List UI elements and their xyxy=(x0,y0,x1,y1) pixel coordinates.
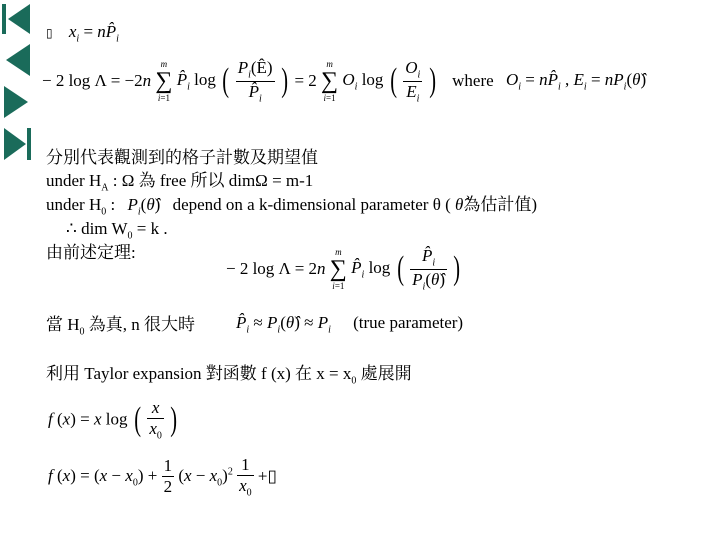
formula-likelihood-ratio: − 2 log Λ = −2n m ∑ i=1 $P̂_i$ log ( $\frac{P_i(Ê)}{P̂_i}$ ) = 2 m ∑ i=1 $O_i$ log ( $\frac{O_i}{E_i}$ ) where $O_i$ = $nP̂_i$ , $E_i$ = $nP_i(\thetâ)$ xyxy=(42,58,647,104)
formula-xi: ▯ $x_i$ = $nP̂_i$ xyxy=(46,22,119,45)
formula-approx: $P̂_i$ ≈ $P_i(\thetâ) \approx P_i$ (true parameter) xyxy=(236,313,464,336)
formula-taylor-expansion: f $(x) = (x - x_0)$ + $\frac{1}{2}$ $(x - x_0)^2$ $\frac{1}{x_0}$ +▯ xyxy=(48,455,277,499)
text-when-h0-true: 當 $H_0$ 為真, n 很大時 xyxy=(46,315,196,338)
text-observed-expected: 分別代表觀測到的格子計數及期望值 xyxy=(46,148,318,167)
text-by-theorem: 由前述定理: xyxy=(46,243,136,262)
previous-slide-icon[interactable] xyxy=(6,44,30,76)
text-under-ha: under $H_A$ : Ω 為 free 所以 dimΩ = m-1 xyxy=(46,171,314,194)
text-dim-w0: ∴ dim $W_0 = k$ . xyxy=(66,219,168,242)
true-parameter-label: (true parameter) xyxy=(353,313,464,332)
text-taylor: 利用 Taylor expansion 對函數 f (x) 在 $x = x_0$ 處展開 xyxy=(46,364,412,387)
text-under-h0: under $H_0$ : $P_i(\thetâ)$ depend on a k-dimensional parameter θ ( θ̂為估計值) xyxy=(46,195,538,218)
last-slide-icon[interactable] xyxy=(4,128,31,160)
formula-theorem: − 2 log Λ = 2n m ∑ i=1 $P̂_i$ log ( $\frac{P̂_i}{P_i(\thetâ)}$ ) xyxy=(226,246,461,292)
where-label: where xyxy=(452,71,494,90)
formula-fx: f (x) = x log ( $\frac{x}{x_0}$ ) xyxy=(48,398,178,442)
slide-navigation xyxy=(0,0,34,170)
first-slide-icon[interactable] xyxy=(2,4,30,34)
next-slide-icon[interactable] xyxy=(4,86,28,118)
